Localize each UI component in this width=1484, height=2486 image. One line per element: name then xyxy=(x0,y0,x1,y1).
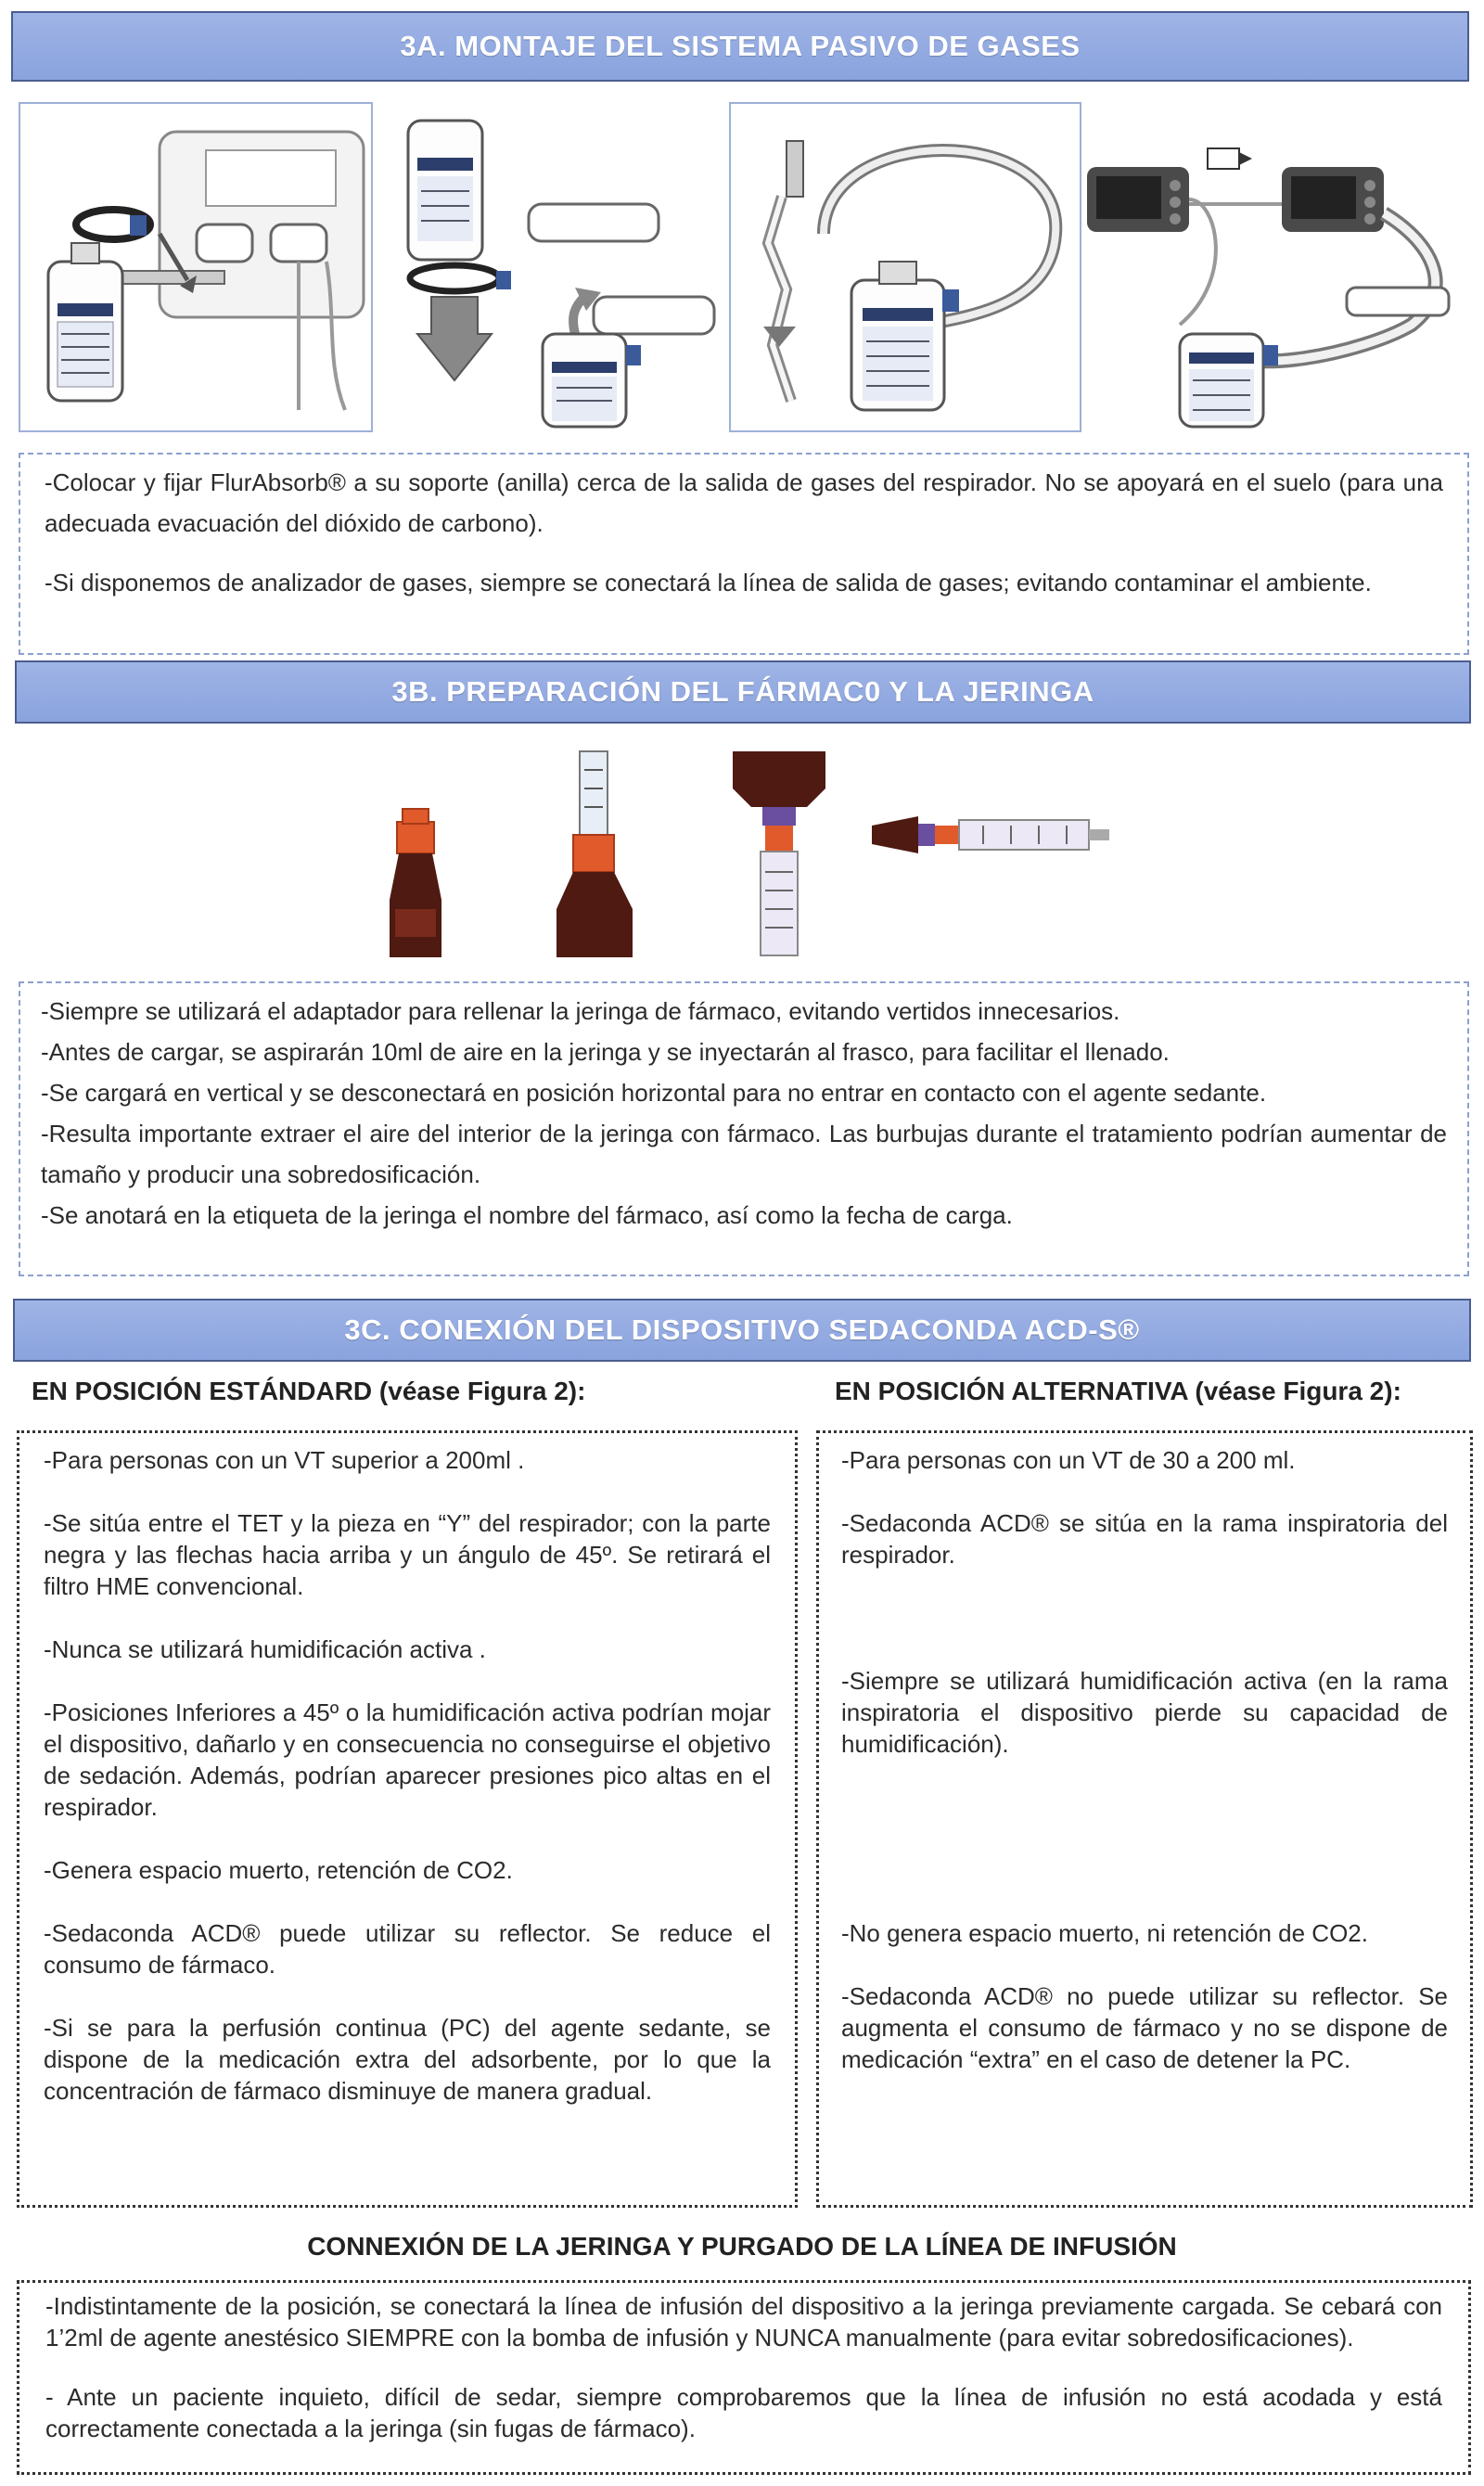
section-3c-title: 3C. CONEXIÓN DEL DISPOSITIVO SEDACONDA ACD-S® xyxy=(344,1313,1140,1346)
connection-paragraph: - Ante un paciente inquieto, difícil de sedar, siempre comprobaremos que la línea de infusión no está acodada y está correctamente conectada a la jeringa (sin fugas de fármaco). xyxy=(45,2383,1442,2442)
standard-item: -Genera espacio muerto, retención de CO2. xyxy=(44,1856,513,1884)
figure-tubing-connection xyxy=(729,102,1081,432)
section-3a-header xyxy=(11,11,1469,82)
section-3b-header xyxy=(15,660,1471,724)
connection-paragraph: -Indistintamente de la posición, se conectará la línea de infusión del dispositivo a la jeringa previamente cargada. Se cebará con 1’2ml de agente anestésico SIEMPRE con la bomba de infusión y NUNCA manualmente (para evitar sobredosificaciones). xyxy=(45,2292,1442,2351)
standard-item: -Si se para la perfusión continua (PC) del agente sedante, se dispone de la medicación extra del adsorbente, por lo que la concentración de fármaco disminuye de manera gradual. xyxy=(44,2014,771,2105)
section-3a-title: 3A. MONTAJE DEL SISTEMA PASIVO DE GASES xyxy=(400,30,1081,62)
section-3a-paragraph: -Colocar y fijar FlurAbsorb® a su soporte (anilla) cerca de la salida de gases del respirador. No se apoyará en el suelo (para una adecuada evacuación del dióxido de carbono). xyxy=(45,468,1443,537)
figure-canister-mounting xyxy=(19,102,373,432)
alternative-position-box xyxy=(816,1430,1473,2208)
alternative-item: -Siempre se utilizará humidificación activa (en la rama inspiratoria el dispositivo pierde su capacidad de humidificación). xyxy=(841,1667,1448,1758)
section-3c-header xyxy=(13,1299,1471,1362)
alternative-item: -No genera espacio muerto, ni retención de CO2. xyxy=(841,1919,1368,1947)
standard-item: -Nunca se utilizará humidificación activa . xyxy=(44,1635,486,1663)
connection-heading: CONNEXIÓN DE LA JERINGA Y PURGADO DE LA LÍNEA DE INFUSIÓN xyxy=(307,2232,1177,2261)
standard-position-box xyxy=(17,1430,798,2208)
section-3b-paragraph: -Se cargará en vertical y se desconectará en posición horizontal para no entrar en contacto con el agente sedante. xyxy=(41,1079,1267,1107)
standard-item: -Sedaconda ACD® puede utilizar su reflector. Se reduce el consumo de fármaco. xyxy=(44,1919,771,1979)
alternative-item: -Para personas con un VT de 30 a 200 ml. xyxy=(841,1446,1296,1474)
alternative-position-heading: EN POSICIÓN ALTERNATIVA (véase Figura 2): xyxy=(835,1377,1401,1405)
section-3b-paragraph: -Siempre se utilizará el adaptador para rellenar la jeringa de fármaco, evitando vertidos innecesarios. xyxy=(41,997,1120,1025)
standard-item: -Se sitúa entre el TET y la pieza en “Y” del respirador; con la parte negra y las flechas hacia arriba y un ángulo de 45º. Se retirará el filtro HME convencional. xyxy=(44,1509,771,1600)
section-3a-text-box xyxy=(19,453,1469,655)
section-3b-paragraph: -Resulta importante extraer el aire del interior de la jeringa con fármaco. Las burbujas durante el tratamiento podrían aumentar de tamaño y producir una sobredosificación. xyxy=(41,1120,1447,1188)
section-3b-title: 3B. PREPARACIÓN DEL FÁRMAC0 Y LA JERINGA xyxy=(391,675,1094,708)
figure-syringe-preparation xyxy=(371,742,1113,965)
section-3b-paragraph: -Antes de cargar, se aspirarán 10ml de aire en la jeringa y se inyectarán al frasco, para facilitar el llenado. xyxy=(41,1038,1170,1066)
standard-position-heading: EN POSICIÓN ESTÁNDARD (véase Figura 2): xyxy=(32,1377,586,1405)
section-3b-text-box xyxy=(19,981,1469,1276)
standard-item: -Para personas con un VT superior a 200ml . xyxy=(44,1446,525,1474)
figure-canister-insertion xyxy=(390,102,723,432)
section-3a-paragraph: -Si disponemos de analizador de gases, siempre se conectará la línea de salida de gases; evitando contaminar el ambiente. xyxy=(45,569,1372,596)
section-3b-paragraph: -Se anotará en la etiqueta de la jeringa el nombre del fármaco, así como la fecha de carga. xyxy=(41,1201,1013,1229)
connection-box xyxy=(17,2280,1471,2475)
alternative-item: -Sedaconda ACD® se sitúa en la rama inspiratoria del respirador. xyxy=(841,1509,1448,1569)
standard-item: -Posiciones Inferiores a 45º o la humidificación activa podrían mojar el dispositivo, dañarlo y en consecuencia no conseguirse el objetivo de sedación. Además, podrían aparecer presiones pico altas en el respirador. xyxy=(44,1698,771,1821)
figure-gas-analyzer xyxy=(1087,102,1477,432)
alternative-item: -Sedaconda ACD® no puede utilizar su reflector. Se augmenta el consumo de fármaco y no se dispone de medicación “extra” en el caso de detener la PC. xyxy=(841,1982,1448,2073)
